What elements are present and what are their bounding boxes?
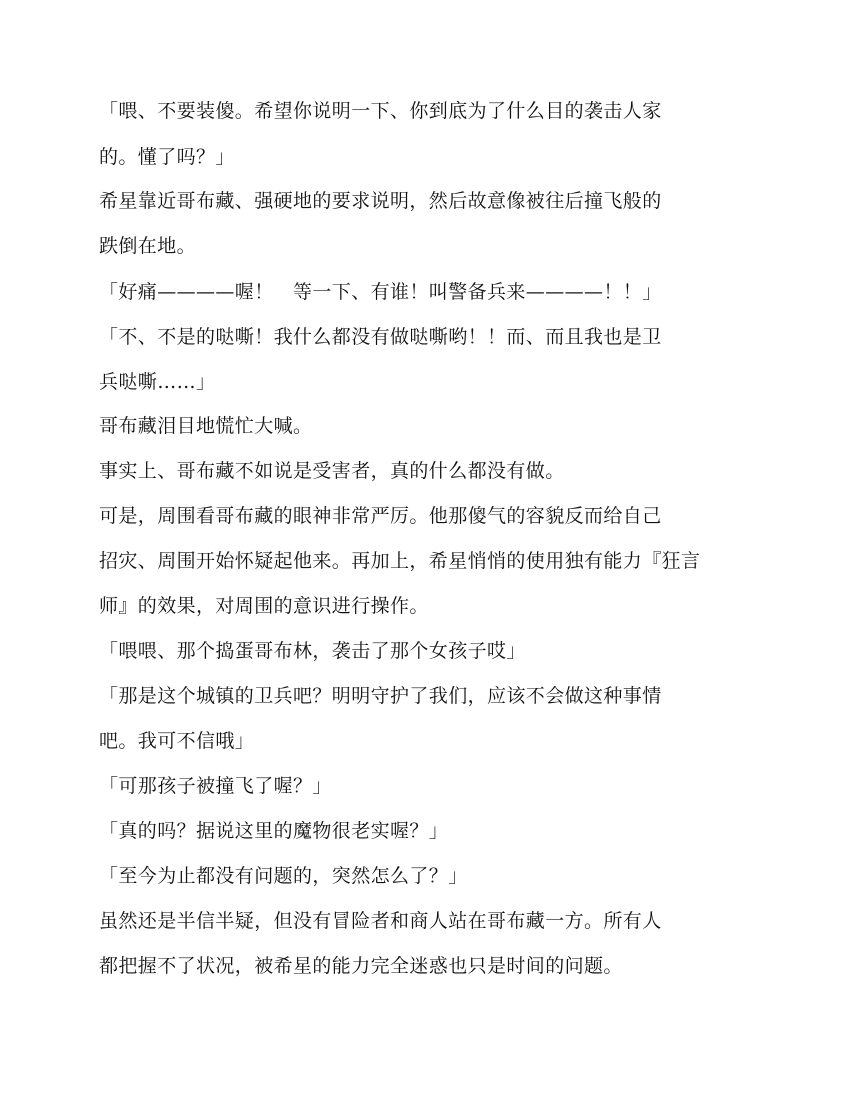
text-line: 跌倒在地。 [99,235,197,257]
text-line: 都把握不了状况，被希星的能力完全迷惑也只是时间的问题。 [99,955,623,977]
text-line: 的。懂了吗？」 [99,146,235,168]
text-line: 希星靠近哥布藏、强硬地的要求说明，然后故意像被往后撞飞般的 [99,190,662,212]
text-line: 哥布藏泪目地慌忙大喊。 [99,415,313,437]
text-line: 招灾、周围开始怀疑起他来。再加上，希星悄悄的使用独有能力『狂言 [99,550,701,572]
text-line: 师』的效果，对周围的意识进行操作。 [99,595,429,617]
text-line: 「可那孩子被撞飞了喔？」 [99,775,332,797]
text-line: 可是，周围看哥布藏的眼神非常严厉。他那傻气的容貌反而给自己 [99,505,662,527]
text-line: 吧。我可不信哦」 [99,730,255,752]
text-line: 「真的吗？据说这里的魔物很老实喔？」 [99,820,449,842]
text-line: 「至今为止都没有问题的，突然怎么了？」 [99,865,468,887]
text-line: 「喂喂、那个捣蛋哥布林，袭击了那个女孩子哎」 [99,640,526,662]
text-line: 兵哒嘶……」 [99,371,216,393]
text-line: 虽然还是半信半疑，但没有冒险者和商人站在哥布藏一方。所有人 [99,910,662,932]
text-line: 「喂、不要装傻。希望你说明一下、你到底为了什么目的袭击人家 [99,100,662,122]
text-line: 事实上、哥布藏不如说是受害者，真的什么都没有做。 [99,460,565,482]
text-line: 「不、不是的哒嘶！我什么都没有做哒嘶哟！！而、而且我也是卫 [99,326,662,348]
text-line: 「那是这个城镇的卫兵吧？明明守护了我们，应该不会做这种事情 [99,685,662,707]
text-line: 「好痛————喔！ 等一下、有谁！叫警备兵来————！！」 [99,281,662,303]
